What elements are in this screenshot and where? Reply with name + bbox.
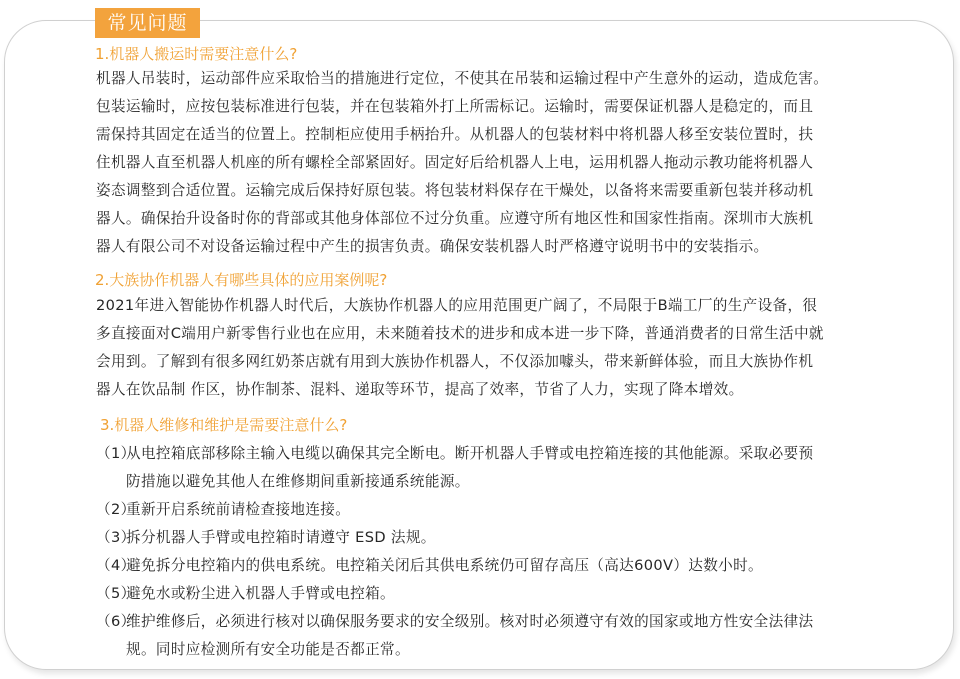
list-item-text: 避免拆分电控箱内的供电系统。电控箱关闭后其供电系统仍可留存高压（高达600V）达数小时。 (126, 557, 763, 574)
list-item-number: （6） (96, 613, 136, 630)
answer-2-line: 器人在饮品制 作区，协作制茶、混料、递取等环节，提高了效率，节省了人力，实现了降本增效。 (96, 381, 744, 398)
answer-1-line: 器人。确保抬升设备时你的背部或其他身体部位不过分负重。应遵守所有地区性和国家性指南。深圳市大族机 (96, 210, 814, 227)
list-item-text: 避免水或粉尘进入机器人手臂或电控箱。 (126, 585, 395, 602)
list-item-number: （3） (96, 529, 136, 546)
answer-1 (96, 65, 896, 261)
list-item (96, 496, 896, 524)
list-item (96, 524, 896, 552)
answer-1-line: 包装运输时，应按包装标准进行包装，并在包装箱外打上所需标记。运输时，需要保证机器人是稳定的，而且 (96, 98, 814, 115)
list-item (96, 580, 896, 608)
faq-title-tab: 常见问题 (95, 8, 200, 38)
list-item-text: 维护维修后，必须进行核对以确保服务要求的安全级别。核对时必须遵守有效的国家或地方性安全法律法 (126, 613, 814, 630)
answer-2-line: 会用到。了解到有很多网红奶茶店就有用到大族协作机器人，不仅添加噱头，带来新鲜体验，而且大族协作机 (96, 353, 814, 370)
list-item-number: （2） (96, 501, 136, 518)
list-item-text: 从电控箱底部移除主输入电缆以确保其完全断电。断开机器人手臂或电控箱连接的其他能源。采取必要预 (126, 445, 814, 462)
question-3-title: 3.机器人维修和维护是需要注意什么? (100, 416, 348, 434)
list-item-number: （5） (96, 585, 136, 602)
answer-1-line: 姿态调整到合适位置。运输完成后保持好原包装。将包装材料保存在干燥处，以备将来需要重新包装并移动机 (96, 182, 814, 199)
answer-2-line: 2021年进入智能协作机器人时代后，大族协作机器人的应用范围更广阔了，不局限于B端工厂的生产设备，很 (96, 297, 818, 314)
answer-1-line: 住机器人直至机器人机座的所有螺栓全部紧固好。固定好后给机器人上电，运用机器人拖动示教功能将机器人 (96, 154, 814, 171)
answer-2 (96, 292, 896, 404)
list-item-text: 拆分机器人手臂或电控箱时请遵守 ESD 法规。 (126, 529, 436, 546)
list-item-number: （4） (96, 557, 136, 574)
list-item-number: （1） (96, 445, 136, 462)
list-item-text: 重新开启系统前请检查接地连接。 (126, 501, 351, 518)
answer-1-line: 器人有限公司不对设备运输过程中产生的损害负责。确保安装机器人时严格遵守说明书中的安装指示。 (96, 238, 769, 255)
list-item (96, 440, 896, 496)
answer-2-line: 多直接面对C端用户新零售行业也在应用，未来随着技术的进步和成本进一步下降，普通消费者的日常生活中就 (96, 325, 824, 342)
answer-3-list (96, 440, 896, 664)
list-item (96, 552, 896, 580)
question-2-title: 2.大族协作机器人有哪些具体的应用案例呢? (95, 271, 388, 289)
answer-1-line: 机器人吊装时，运动部件应采取恰当的措施进行定位，不使其在吊装和运输过程中产生意外的运动，造成危害。 (96, 70, 829, 87)
list-item-text: 规。同时应检测所有安全功能是否都正常。 (126, 641, 410, 658)
list-item (96, 608, 896, 664)
answer-1-line: 需保持其固定在适当的位置上。控制柜应使用手柄抬升。从机器人的包装材料中将机器人移至安装位置时，扶 (96, 126, 814, 143)
list-item-text: 防措施以避免其他人在维修期间重新接通系统能源。 (126, 473, 470, 490)
question-1-title: 1.机器人搬运时需要注意什么? (95, 45, 298, 63)
